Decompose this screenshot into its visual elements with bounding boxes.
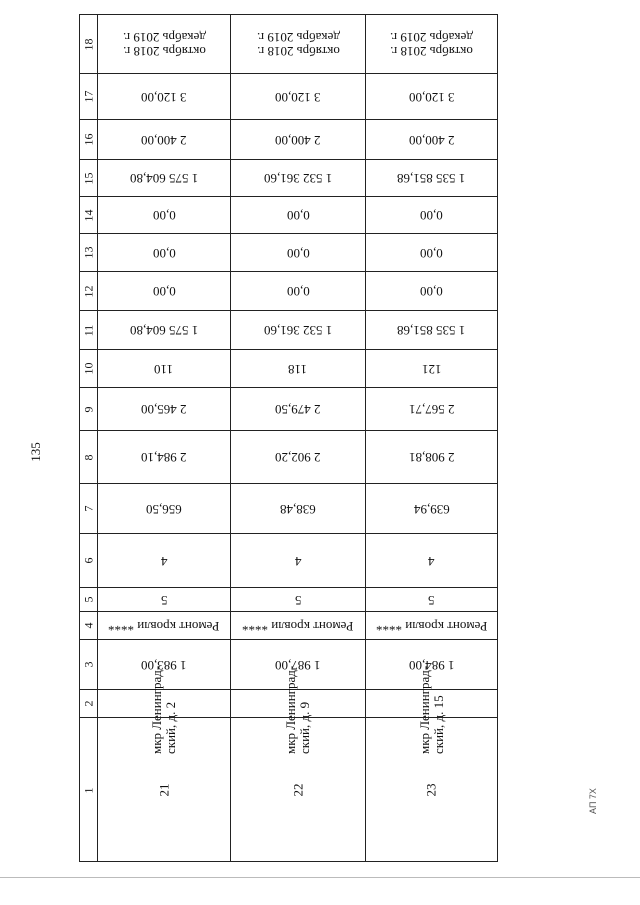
table-cell: [230, 588, 365, 611]
address-text: мкр Ленинград-ский, д. 9: [283, 665, 312, 754]
floors-value: 5: [294, 592, 302, 608]
capital-repair-table: [79, 14, 498, 862]
table-cell: [365, 234, 497, 271]
table-cell: [365, 718, 497, 862]
column-number: 17: [81, 90, 95, 103]
column-number: 2: [81, 700, 95, 707]
area-2-value: 2 902,20: [275, 450, 321, 465]
table-column-4: [80, 611, 497, 639]
unit-cost-value: 2 400,00: [141, 132, 187, 148]
table-cell: [230, 74, 365, 119]
area-total-value: 638,48: [280, 501, 316, 517]
table-cell: [230, 534, 365, 587]
period-end: декабрь 2019 г.: [122, 30, 206, 45]
cost-total-value: 1 532 361,60: [263, 323, 333, 338]
year-value: 1 987,00: [275, 657, 321, 673]
period-start: октябрь 2018 г.: [390, 44, 473, 59]
table-cell: [97, 350, 230, 387]
table-column-9: [80, 387, 497, 430]
table-cell: [230, 160, 365, 196]
column-number-cell: [80, 234, 97, 271]
area-3-value: 2 567,71: [408, 402, 455, 417]
year-value: 1 983,00: [141, 657, 187, 673]
table-column-18: [80, 15, 497, 73]
column-number: 7: [81, 505, 95, 512]
table-column-13: [80, 233, 497, 271]
column-number-cell: [80, 612, 97, 639]
page-number: 135: [28, 442, 43, 462]
table-cell: [97, 484, 230, 533]
table-column-10: [80, 349, 497, 387]
table-cell: [97, 534, 230, 587]
entrances-value: 4: [160, 553, 168, 569]
table-cell: [230, 612, 365, 639]
period-start: октябрь 2018 г.: [122, 44, 206, 59]
column-number: 3: [81, 661, 95, 668]
table-cell: [365, 120, 497, 159]
column-number-cell: [80, 534, 97, 587]
table-cell: [97, 588, 230, 611]
column-number-cell: [80, 431, 97, 483]
cost-fund-value: 0,00: [420, 284, 443, 299]
period-cell-text: [123, 30, 206, 58]
area-3-value: 2 465,00: [141, 402, 187, 417]
cost-total-value: 1 575 604,80: [129, 323, 199, 338]
column-number-cell: [80, 718, 97, 862]
table-cell: [230, 431, 365, 483]
cost-fund-value: 0,00: [152, 284, 176, 299]
row-number: 22: [290, 783, 305, 797]
table-column-17: [80, 73, 497, 119]
column-number-cell: [80, 311, 97, 349]
floors-value: 5: [428, 592, 435, 608]
address-text: мкр Ленинград-ский, д. 15: [416, 665, 446, 754]
work-value: Ремонт кровли ****: [242, 618, 354, 634]
cost-fund-value: 0,00: [286, 284, 310, 299]
table-cell: [365, 311, 497, 349]
footer-stamp: АП 7Х: [587, 788, 598, 814]
table-cell: [230, 311, 365, 349]
table-cell: [365, 588, 497, 611]
table-cell: [97, 718, 230, 862]
table-cell: [230, 484, 365, 533]
cost-owners-value: 1 575 604,80: [129, 171, 199, 186]
column-number: 18: [81, 38, 95, 50]
column-number-cell: [80, 272, 97, 310]
column-number-cell: [80, 74, 97, 119]
work-value: Ремонт кровли ****: [375, 618, 488, 634]
table-column-11: [80, 310, 497, 349]
table-cell: [365, 350, 497, 387]
column-number: 1: [81, 787, 95, 793]
table-cell: [97, 120, 230, 159]
table-cell: [365, 15, 497, 73]
row-number: 23: [423, 783, 439, 797]
cost-total-value: 1 535 851,68: [397, 323, 466, 338]
column-number-cell: [80, 388, 97, 430]
table-column-14: [80, 196, 497, 233]
unit-cost-limit-value: 3 120,00: [408, 89, 455, 105]
table-cell: [97, 15, 230, 73]
table-column-1: [80, 717, 497, 862]
entrances-value: 4: [428, 553, 435, 569]
table-column-6: [80, 533, 497, 587]
table-cell: [365, 160, 497, 196]
table-column-12: [80, 271, 497, 310]
cost-budget-1-value: 0,00: [420, 245, 443, 261]
column-number-cell: [80, 484, 97, 533]
table-cell: [365, 484, 497, 533]
cost-owners-value: 1 535 851,68: [397, 171, 466, 186]
table-cell: [97, 388, 230, 430]
table-column-16: [80, 119, 497, 159]
area-total-value: 656,50: [146, 501, 182, 517]
table-cell: [230, 120, 365, 159]
column-number: 10: [81, 362, 95, 375]
table-cell: [97, 612, 230, 639]
year-value: 1 984,00: [408, 657, 455, 673]
period-end: декабрь 2019 г.: [256, 30, 340, 45]
column-number: 9: [81, 406, 95, 412]
table-cell: [97, 311, 230, 349]
table-cell: [97, 272, 230, 310]
address-text: мкр Ленинград-ский, д. 2: [149, 665, 178, 754]
unit-cost-limit-value: 3 120,00: [275, 89, 321, 105]
table-cell: [97, 74, 230, 119]
column-number: 16: [81, 133, 95, 146]
column-number-cell: [80, 160, 97, 196]
unit-cost-limit-value: 3 120,00: [141, 89, 187, 105]
column-number: 6: [81, 557, 95, 564]
table-cell: [365, 197, 497, 233]
unit-cost-value: 2 400,00: [275, 132, 321, 148]
unit-cost-value: 2 400,00: [408, 132, 455, 148]
period-start: октябрь 2018 г.: [256, 44, 340, 59]
column-number-cell: [80, 588, 97, 611]
column-number-cell: [80, 640, 97, 689]
row-number: 21: [156, 783, 171, 797]
residents-value: 110: [154, 361, 174, 377]
table-cell: [365, 272, 497, 310]
column-number-cell: [80, 120, 97, 159]
column-number: 14: [81, 209, 95, 221]
floors-value: 5: [160, 592, 168, 608]
table-cell: [230, 388, 365, 430]
area-total-value: 639,94: [413, 501, 450, 517]
cost-budget-2-value: 0,00: [286, 208, 310, 223]
bottom-rule: [0, 877, 640, 878]
period-cell-text: [390, 30, 473, 58]
residents-value: 121: [421, 361, 442, 377]
cost-budget-2-value: 0,00: [152, 208, 176, 223]
table-cell: [97, 197, 230, 233]
table-cell: [230, 234, 365, 271]
cost-owners-value: 1 532 361,60: [263, 171, 333, 186]
cost-budget-1-value: 0,00: [152, 245, 176, 261]
column-number-cell: [80, 690, 97, 717]
column-number: 5: [81, 596, 95, 603]
table-cell: [365, 431, 497, 483]
table-cell: [230, 15, 365, 73]
table-cell: [97, 160, 230, 196]
area-2-value: 2 908,81: [408, 450, 455, 465]
table-cell: [365, 534, 497, 587]
column-number: 4: [81, 622, 95, 629]
period-cell-text: [257, 30, 340, 58]
table-cell: [365, 74, 497, 119]
area-2-value: 2 984,10: [141, 450, 187, 465]
period-end: декабрь 2019 г.: [390, 30, 473, 45]
column-number: 11: [81, 324, 95, 336]
entrances-value: 4: [294, 553, 302, 569]
table-cell: [230, 272, 365, 310]
table-column-15: [80, 159, 497, 196]
table-cell: [365, 612, 497, 639]
work-value: Ремонт кровли ****: [108, 618, 220, 634]
table-cell: [230, 197, 365, 233]
residents-value: 118: [288, 361, 308, 377]
table-column-5: [80, 587, 497, 611]
table-column-7: [80, 483, 497, 533]
table-cell: [230, 718, 365, 862]
column-number: 8: [81, 454, 95, 460]
table-cell: [230, 350, 365, 387]
table-cell: [365, 388, 497, 430]
table-cell: [97, 431, 230, 483]
column-number: 13: [81, 246, 95, 259]
cost-budget-1-value: 0,00: [286, 245, 310, 261]
cost-budget-2-value: 0,00: [420, 208, 443, 223]
table-column-8: [80, 430, 497, 483]
column-number-cell: [80, 350, 97, 387]
table-cell: [97, 234, 230, 271]
column-number: 12: [81, 285, 95, 297]
column-number-cell: [80, 15, 97, 73]
column-number-cell: [80, 197, 97, 233]
column-number: 15: [81, 172, 95, 184]
area-3-value: 2 479,50: [275, 402, 321, 417]
